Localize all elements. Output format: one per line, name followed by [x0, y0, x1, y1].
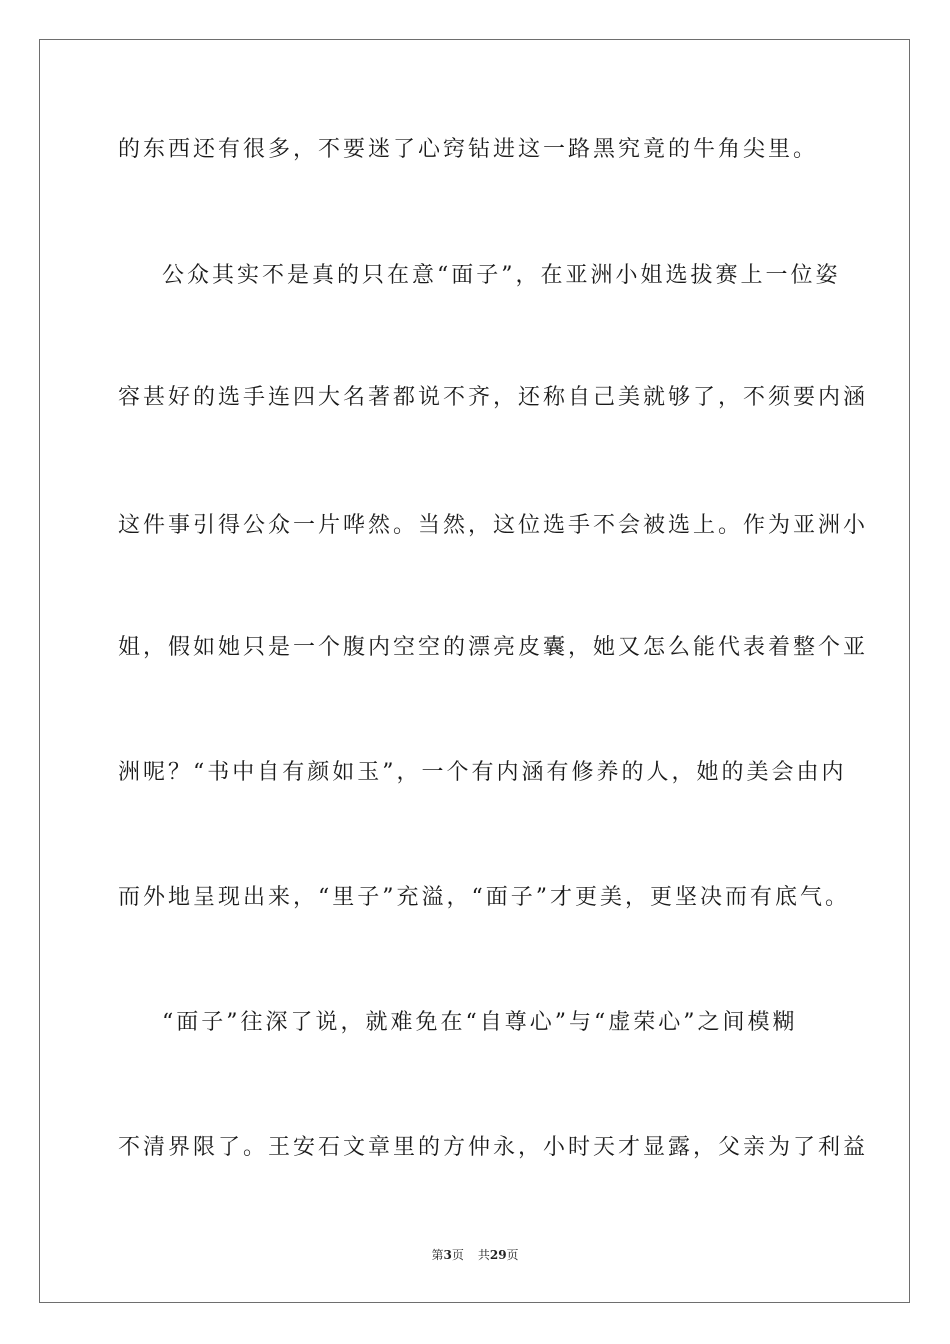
page-suffix: 页 — [451, 1248, 464, 1262]
total-prefix: 共 — [477, 1248, 490, 1262]
body-text-line: 容甚好的选手连四大名著都说不齐，还称自己美就够了，不须要内涵 — [118, 385, 869, 410]
body-text-line: 不清界限了。王安石文章里的方仲永，小时天才显露，父亲为了利益 — [118, 1135, 869, 1160]
page-number: 3 — [443, 1248, 452, 1262]
body-text-line: 姐，假如她只是一个腹内空空的漂亮皮囊，她又怎么能代表着整个亚 — [118, 635, 869, 660]
body-text-line: 公众其实不是真的只在意“面子”，在亚洲小姐选拔赛上一位姿 — [162, 263, 841, 288]
body-text-line: 的东西还有很多，不要迷了心窍钻进这一路黑究竟的牛角尖里。 — [118, 137, 819, 162]
total-suffix: 页 — [506, 1248, 519, 1262]
body-text-line: 洲呢？“书中自有颜如玉”，一个有内涵有修养的人，她的美会由内 — [118, 760, 847, 785]
page-border — [39, 39, 910, 1303]
body-text-line: 而外地呈现出来，“里子”充溢，“面子”才更美，更坚决而有底气。 — [118, 885, 850, 910]
total-pages: 29 — [489, 1248, 507, 1262]
body-text-line: 这件事引得公众一片哗然。当然，这位选手不会被选上。作为亚洲小 — [118, 513, 869, 538]
page-prefix: 第 — [431, 1248, 444, 1262]
body-text-line: “面子”往深了说，就难免在“自尊心”与“虚荣心”之间模糊 — [162, 1010, 798, 1035]
page-footer — [0, 1247, 950, 1263]
